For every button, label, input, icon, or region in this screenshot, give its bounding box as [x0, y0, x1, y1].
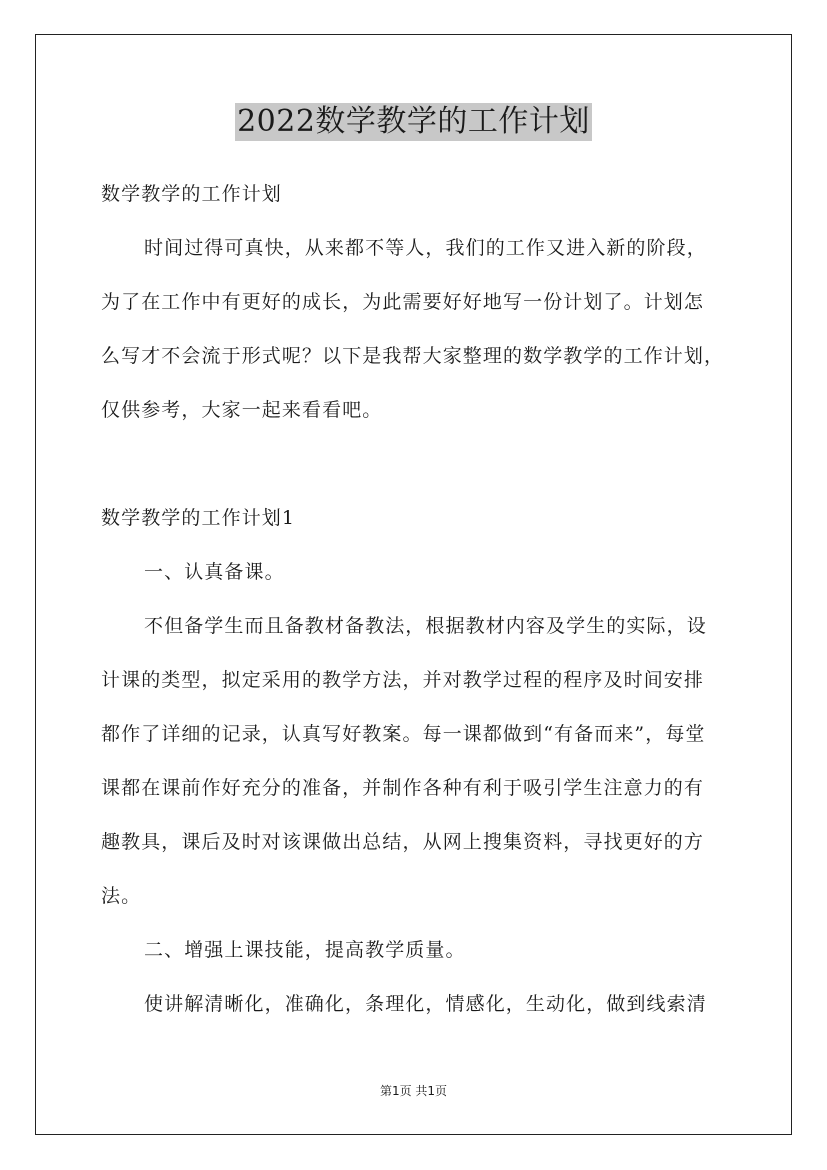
section-heading: 数学教学的工作计划1 — [101, 507, 296, 529]
paragraph-line: 使讲解清晰化，准确化，条理化，情感化，生动化，做到线索清 — [144, 993, 707, 1015]
subheading: 二、增强上课技能，提高教学质量。 — [144, 939, 466, 961]
paragraph-line: 法。 — [101, 885, 142, 907]
paragraph-line: 不但备学生而且备教材备教法，根据教材内容及学生的实际，设 — [144, 615, 707, 637]
section-heading: 数学教学的工作计划 — [101, 183, 282, 205]
paragraph-line: 趣教具，课后及时对该课做出总结，从网上搜集资料，寻找更好的方 — [101, 831, 705, 853]
page-footer: 第1页 共1页 — [379, 1084, 448, 1098]
paragraph-line: 都作了详细的记录，认真写好教案。每一课都做到“有备而来”，每堂 — [101, 723, 706, 745]
document-title: 2022数学教学的工作计划 — [237, 104, 590, 139]
paragraph-line: 么写才不会流于形式呢？以下是我帮大家整理的数学教学的工作计划， — [101, 345, 725, 367]
paragraph-line: 为了在工作中有更好的成长，为此需要好好地写一份计划了。计划怎 — [101, 291, 705, 313]
paragraph-line: 仅供参考，大家一起来看看吧。 — [101, 399, 383, 421]
title-container — [0, 103, 827, 141]
subheading: 一、认真备课。 — [144, 561, 285, 583]
paragraph-line: 时间过得可真快，从来都不等人，我们的工作又进入新的阶段， — [144, 237, 707, 259]
paragraph-line: 计课的类型，拟定采用的教学方法，并对教学过程的程序及时间安排 — [101, 669, 705, 691]
paragraph-line: 课都在课前作好充分的准备，并制作各种有利于吸引学生注意力的有 — [101, 777, 705, 799]
